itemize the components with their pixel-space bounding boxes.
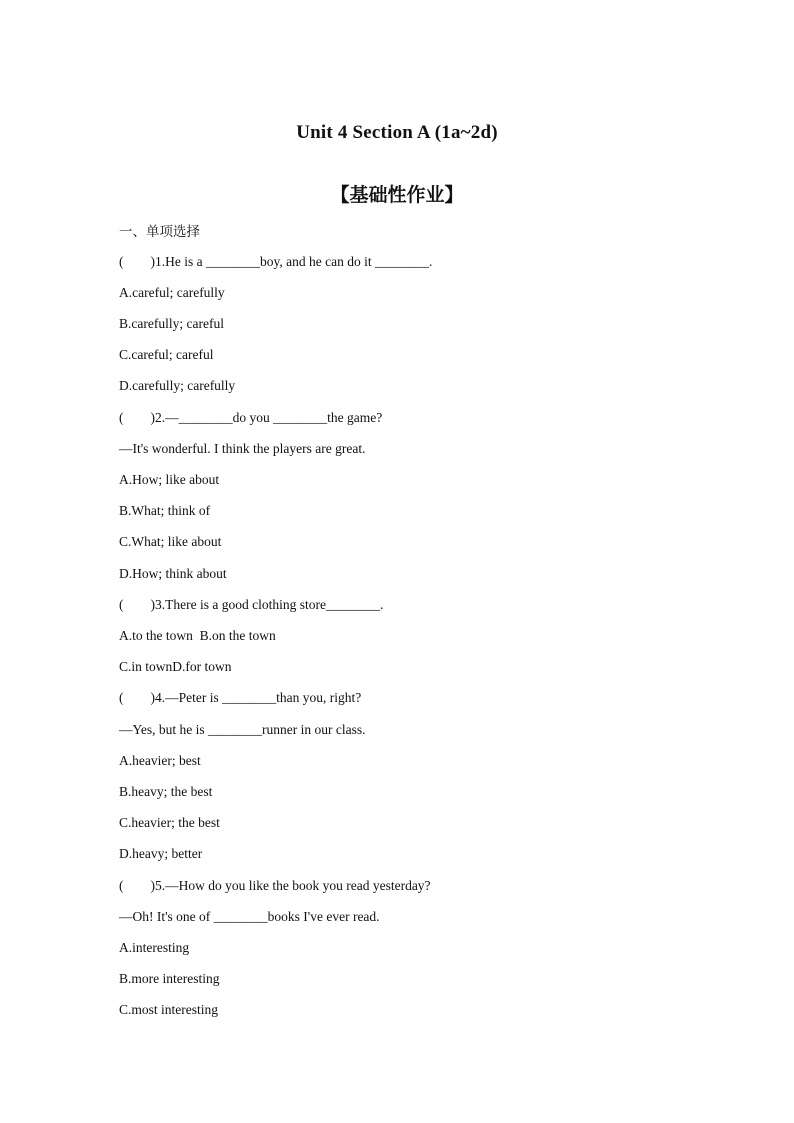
option-line: B.carefully; careful — [119, 316, 224, 331]
option-line: C.heavier; the best — [119, 815, 220, 830]
option-line: C.most interesting — [119, 1002, 218, 1017]
option-line: C.in townD.for town — [119, 659, 232, 674]
question-5: ( )5.—How do you like the book you read yesterday? — [119, 878, 431, 893]
option-line: D.carefully; carefully — [119, 378, 236, 393]
option-line: A.interesting — [119, 940, 190, 955]
question-1: ( )1.He is a ________boy, and he can do it ________. — [119, 254, 433, 269]
dialogue-line: —It's wonderful. I think the players are great. — [119, 441, 366, 456]
option-line: B.What; think of — [119, 503, 211, 518]
dialogue-line: —Oh! It's one of ________books I've ever read. — [119, 909, 380, 924]
section-heading: 一、单项选择 — [119, 224, 200, 240]
option-line: B.more interesting — [119, 971, 220, 986]
option-line: A.heavier; best — [119, 753, 201, 768]
document-subtitle: 【基础性作业】 — [330, 184, 464, 206]
option-line: D.heavy; better — [119, 846, 203, 861]
option-line: B.heavy; the best — [119, 784, 213, 799]
option-line: A.How; like about — [119, 472, 220, 487]
option-line: A.careful; carefully — [119, 285, 225, 300]
document-title: Unit 4 Section A (1a~2d) — [296, 122, 498, 143]
option-line: D.How; think about — [119, 566, 227, 581]
question-4: ( )4.—Peter is ________than you, right? — [119, 690, 362, 705]
question-2: ( )2.—________do you ________the game? — [119, 410, 383, 425]
dialogue-line: —Yes, but he is ________runner in our class. — [119, 722, 366, 737]
question-3: ( )3.There is a good clothing store________. — [119, 597, 384, 612]
option-line: C.careful; careful — [119, 347, 214, 362]
option-line: C.What; like about — [119, 534, 222, 549]
option-line: A.to the town B.on the town — [119, 628, 276, 643]
